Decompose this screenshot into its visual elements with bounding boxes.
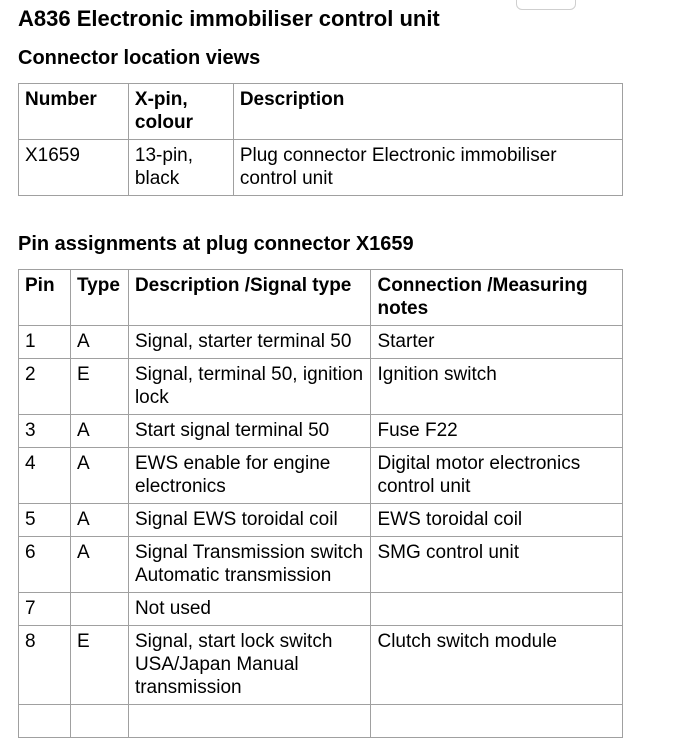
pin-type: [70, 593, 128, 626]
column-header-xpin-colour: X-pin, colour: [128, 84, 233, 140]
pin-signal: Not used: [128, 593, 371, 626]
table-header-row: [19, 84, 623, 140]
table-row: [19, 504, 623, 537]
pin-signal: Signal, starter terminal 50: [128, 326, 371, 359]
column-header-number: Number: [19, 84, 129, 140]
pin-signal: Signal, terminal 50, ignition lock: [128, 359, 371, 415]
pin-connection: Fuse F22: [371, 415, 623, 448]
pin-number: 7: [19, 593, 71, 626]
pin-connection: Clutch switch module: [371, 626, 623, 705]
table-row: [19, 537, 623, 593]
pin-connection: Ignition switch: [371, 359, 623, 415]
pin-signal: EWS enable for engine electronics: [128, 448, 371, 504]
pin-type: A: [70, 448, 128, 504]
pin-connection: SMG control unit: [371, 537, 623, 593]
pin-number: 2: [19, 359, 71, 415]
pin-signal: Signal, start lock switch USA/Japan Manual transmission: [128, 626, 371, 705]
column-header-connection-notes: Connection /Measuring notes: [371, 270, 623, 326]
pin-assignment-table: [18, 269, 623, 738]
pin-number: 3: [19, 415, 71, 448]
column-header-signal-type: Description /Signal type: [128, 270, 371, 326]
pin-signal: Signal EWS toroidal coil: [128, 504, 371, 537]
table-header-row: [19, 270, 623, 326]
pin-type: E: [70, 626, 128, 705]
column-header-type: Type: [70, 270, 128, 326]
table-row: [19, 326, 623, 359]
table-row: [19, 415, 623, 448]
pin-number: 4: [19, 448, 71, 504]
table-row: [19, 593, 623, 626]
pin-type: E: [70, 359, 128, 415]
connector-section-heading: Connector location views: [18, 47, 261, 69]
pin-type: A: [70, 537, 128, 593]
pin-connection: Digital motor electronics control unit: [371, 448, 623, 504]
page-title: A836 Electronic immobiliser control unit: [18, 6, 440, 31]
connector-table: [18, 83, 623, 196]
connector-number: X1659: [19, 140, 129, 196]
table-row: [19, 359, 623, 415]
pin-signal: Signal Transmission switch Automatic transmission: [128, 537, 371, 593]
column-header-pin: Pin: [19, 270, 71, 326]
table-row: [19, 140, 623, 196]
pin-type: A: [70, 415, 128, 448]
pin-number: 8: [19, 626, 71, 705]
table-row: [19, 448, 623, 504]
pin-connection: [371, 593, 623, 626]
pin-connection: Starter: [371, 326, 623, 359]
pin-section-heading: Pin assignments at plug connector X1659: [18, 233, 414, 255]
pin-type: A: [70, 504, 128, 537]
more-options-button[interactable]: [516, 0, 576, 10]
connector-description: Plug connector Electronic immobiliser control unit: [233, 140, 622, 196]
pin-connection: EWS toroidal coil: [371, 504, 623, 537]
table-row: [19, 626, 623, 705]
pin-type: A: [70, 326, 128, 359]
pin-number: 6: [19, 537, 71, 593]
column-header-description: Description: [233, 84, 622, 140]
connector-pin-colour: 13-pin, black: [128, 140, 233, 196]
table-row-partial: [19, 705, 623, 738]
pin-number: 5: [19, 504, 71, 537]
pin-signal: Start signal terminal 50: [128, 415, 371, 448]
pin-number: 1: [19, 326, 71, 359]
